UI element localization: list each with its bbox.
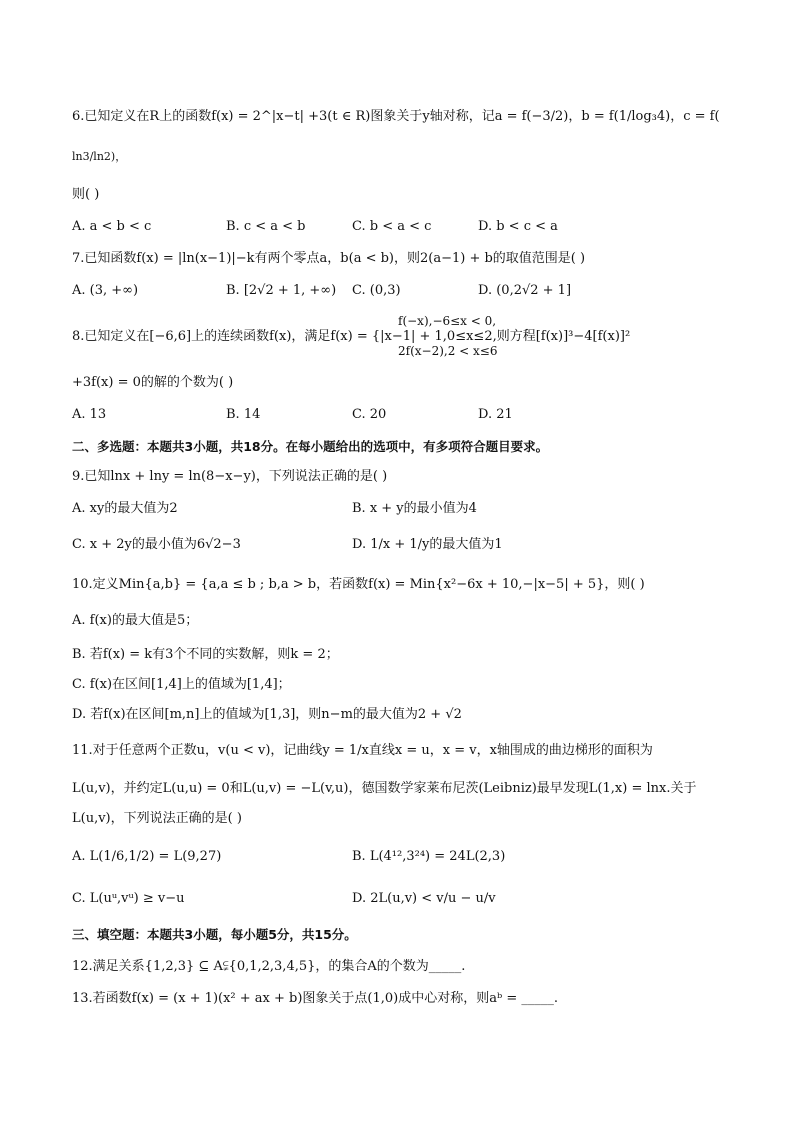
q6-option-c: C. b < a < c [352,219,432,234]
q9-option-c: C. x + 2y的最小值为6√2−3 [72,537,241,552]
q6-option-d: D. b < c < a [478,219,558,234]
q6-option-b: B. c < a < b [226,219,306,234]
q11-option-d: D. 2L(u,v) < v/u − u/v [352,891,496,906]
q7-option-a: A. (3, +∞) [72,283,139,298]
q10-option-d: D. 若f(x)在区间[m,n]上的值域为[1,3]，则n−m的最大值为2 + √2 [72,707,462,722]
q6-stem-line3: 则( ) [72,187,100,202]
q6-stem-line2: ln3/ln2)， [72,150,127,163]
q11-option-b: B. L(4¹²,3²⁴) = 24L(2,3) [352,849,506,864]
q11-stem-line3: L(u,v)，下列说法正确的是( ) [72,811,242,826]
q11-option-a: A. L(1/6,1/2) = L(9,27) [72,849,222,864]
q7-option-c: C. (0,3) [352,283,401,298]
q12-stem: 12.满足关系{1,2,3} ⊆ A⫋{0,1,2,3,4,5}，的集合A的个数为_____. [72,959,466,974]
q8-piece1: f(−x),−6≤x < 0, [398,314,497,328]
q6-option-a: A. a < b < c [72,219,152,234]
section-3-heading: 三、填空题：本题共3小题，每小题5分，共15分。 [72,927,357,942]
q10-stem: 10.定义Min{a,b} = {a,a ≤ b ; b,a > b，若函数f(x) = Min{x²−6x + 10,−|x−5| + 5}，则( ) [72,577,645,592]
q7-option-b: B. [2√2 + 1, +∞) [226,283,337,298]
q9-option-b: B. x + y的最小值为4 [352,501,477,516]
q7-option-d: D. (0,2√2 + 1] [478,283,572,298]
q9-option-d: D. 1/x + 1/y的最大值为1 [352,537,503,552]
q8-stem-line2: +3f(x) = 0的解的个数为( ) [72,375,234,390]
q6-stem-line1: 6.已知定义在R上的函数f(x) = 2^|x−t| +3(t ∈ R)图象关于y轴对称，记a = f(−3/2)，b = f(1/log₃4)，c = f( [72,109,720,124]
q11-stem-line2: L(u,v)，并约定L(u,u) = 0和L(u,v) = −L(v,u)，德国数学家莱布尼茨(Leibniz)最早发现L(1,x) = lnx.关于 [72,781,697,796]
q10-option-c: C. f(x)在区间[1,4]上的值域为[1,4]； [72,677,291,692]
q8-piece3: 2f(x−2),2 < x≤6 [398,344,498,358]
q8-option-b: B. 14 [226,407,261,422]
section-2-heading: 二、多选题：本题共3小题，共18分。在每小题给出的选项中，有多项符合题目要求。 [72,439,549,454]
q8-option-c: C. 20 [352,407,387,422]
q9-option-a: A. xy的最大值为2 [72,501,178,516]
q13-stem: 13.若函数f(x) = (x + 1)(x² + ax + b)图象关于点(1,0)成中心对称，则aᵇ = _____. [72,991,558,1006]
q8-option-a: A. 13 [72,407,107,422]
q11-stem-line1: 11.对于任意两个正数u，v(u < v)，记曲线y = 1/x直线x = u，x = v，x轴围成的曲边梯形的面积为 [72,743,653,758]
q8-option-d: D. 21 [478,407,513,422]
q7-stem: 7.已知函数f(x) = |ln(x−1)|−k有两个零点a，b(a < b)，则2(a−1) + b的取值范围是( ) [72,251,586,266]
q10-option-a: A. f(x)的最大值是5； [72,613,199,628]
q10-option-b: B. 若f(x) = k有3个不同的实数解，则k = 2； [72,647,339,662]
q11-option-c: C. L(uᵘ,vᵘ) ≥ v−u [72,891,185,906]
q9-stem: 9.已知lnx + lny = ln(8−x−y)，下列说法正确的是( ) [72,469,388,484]
q8-stem-line1: 8.已知定义在[−6,6]上的连续函数f(x)，满足f(x) = {|x−1| + 1,0≤x≤2,则方程[f(x)]³−4[f(x)]² [72,329,631,344]
